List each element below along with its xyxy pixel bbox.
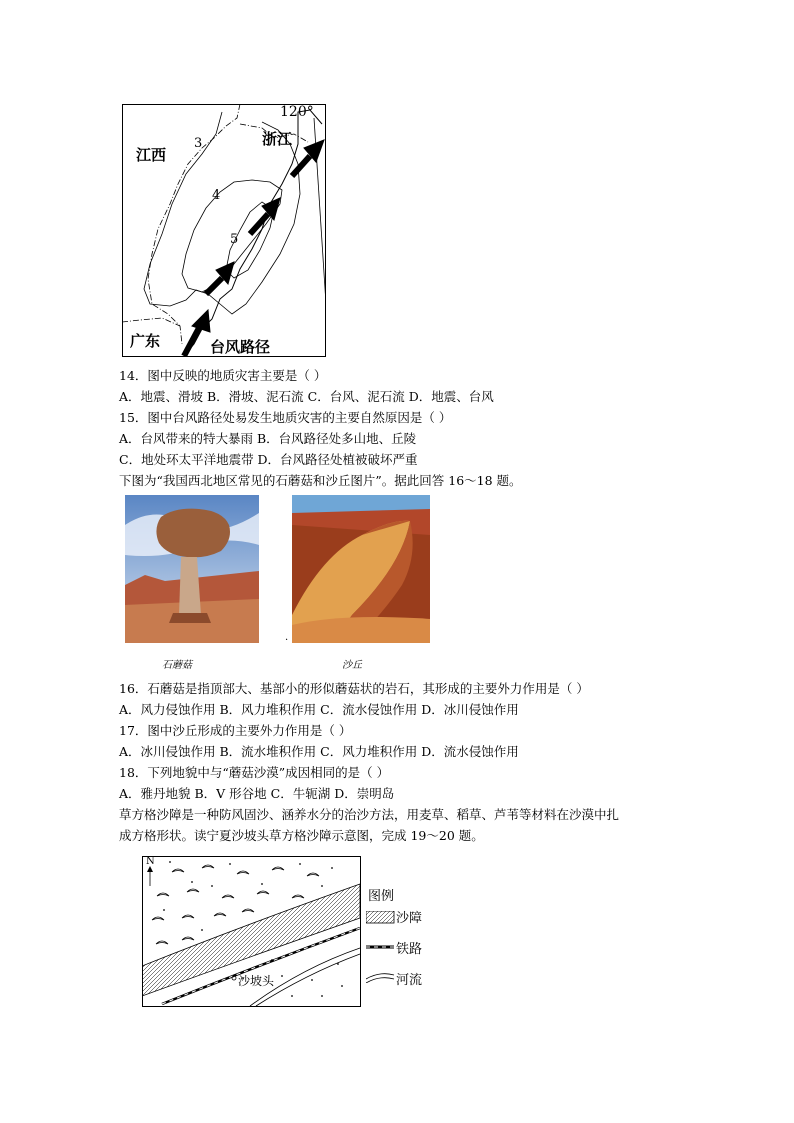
q15-stem: 15．图中台风路径处易发生地质灾害的主要自然原因是（ ） — [119, 410, 452, 425]
mushroom-caption: 石蘑菇 — [162, 660, 192, 671]
legend-river: 河流 — [396, 973, 423, 988]
sand-barrier-map — [142, 856, 362, 1008]
label-jiangxi: 江西 — [136, 146, 167, 164]
photo-separator-dot: . — [285, 632, 289, 643]
q14-options: A．地震、滑坡 B．滑坡、泥石流 C．台风、泥石流 D．地震、台风 — [119, 389, 494, 404]
sand-dune-photo — [292, 495, 430, 643]
legend-sand-barrier-swatch — [366, 911, 396, 925]
legend-sand-barrier: 沙障 — [396, 911, 423, 926]
q17-options: A．冰川侵蚀作用 B．流水堆积作用 C．风力堆积作用 D．流水侵蚀作用 — [119, 744, 519, 759]
label-longitude: 120° — [280, 104, 314, 120]
legend-railway: 铁路 — [396, 942, 423, 957]
intro-19-20-line1: 草方格沙障是一种防风固沙、涵养水分的治沙方法，用麦草、稻草、芦苇等材料在沙漠中扎 — [119, 807, 620, 822]
legend — [364, 885, 444, 995]
typhoon-map-drawing — [122, 104, 326, 357]
town-label: 沙坡头 — [238, 974, 275, 988]
q16-options: A．风力侵蚀作用 B．风力堆积作用 C．流水侵蚀作用 D．冰川侵蚀作用 — [119, 702, 519, 717]
label-zhejiang: 浙江 — [262, 130, 293, 148]
q15-options-1: A．台风带来的特大暴雨 B．台风路径处多山地、丘陵 — [119, 431, 417, 446]
legend-title: 图例 — [368, 889, 395, 904]
dune-caption: 沙丘 — [342, 660, 362, 671]
intro-16-18: 下图为“我国西北地区常见的石蘑菇和沙丘图片”。据此回答 16～18 题。 — [119, 473, 522, 488]
q18-options: A．雅丹地貌 B．V 形谷地 C．牛轭湖 D．崇明岛 — [119, 786, 395, 801]
contour-label-5: 5 — [230, 232, 239, 247]
north-label: N — [146, 856, 155, 867]
q14-stem: 14．图中反映的地质灾害主要是（ ） — [119, 368, 327, 383]
typhoon-map — [122, 104, 326, 357]
legend-river-swatch — [366, 971, 396, 983]
contour-label-3: 3 — [194, 136, 203, 151]
mushroom-rock-photo — [125, 495, 259, 643]
legend-railway-swatch — [366, 943, 396, 951]
q18-stem: 18．下列地貌中与“蘑菇沙漠”成因相同的是（ ） — [119, 765, 390, 780]
q15-options-2: C．地处环太平洋地震带 D．台风路径处植被破坏严重 — [119, 452, 418, 467]
contour-label-4: 4 — [212, 188, 221, 203]
label-typhoon-path: 台风路径 — [210, 338, 271, 356]
q16-stem: 16．石蘑菇是指顶部大、基部小的形似蘑菇状的岩石，其形成的主要外力作用是（ ） — [119, 681, 589, 696]
label-guangdong: 广东 — [130, 332, 161, 350]
intro-19-20-line2: 成方格形状。读宁夏沙坡头草方格沙障示意图，完成 19～20 题。 — [119, 828, 484, 843]
q17-stem: 17．图中沙丘形成的主要外力作用是（ ） — [119, 723, 352, 738]
